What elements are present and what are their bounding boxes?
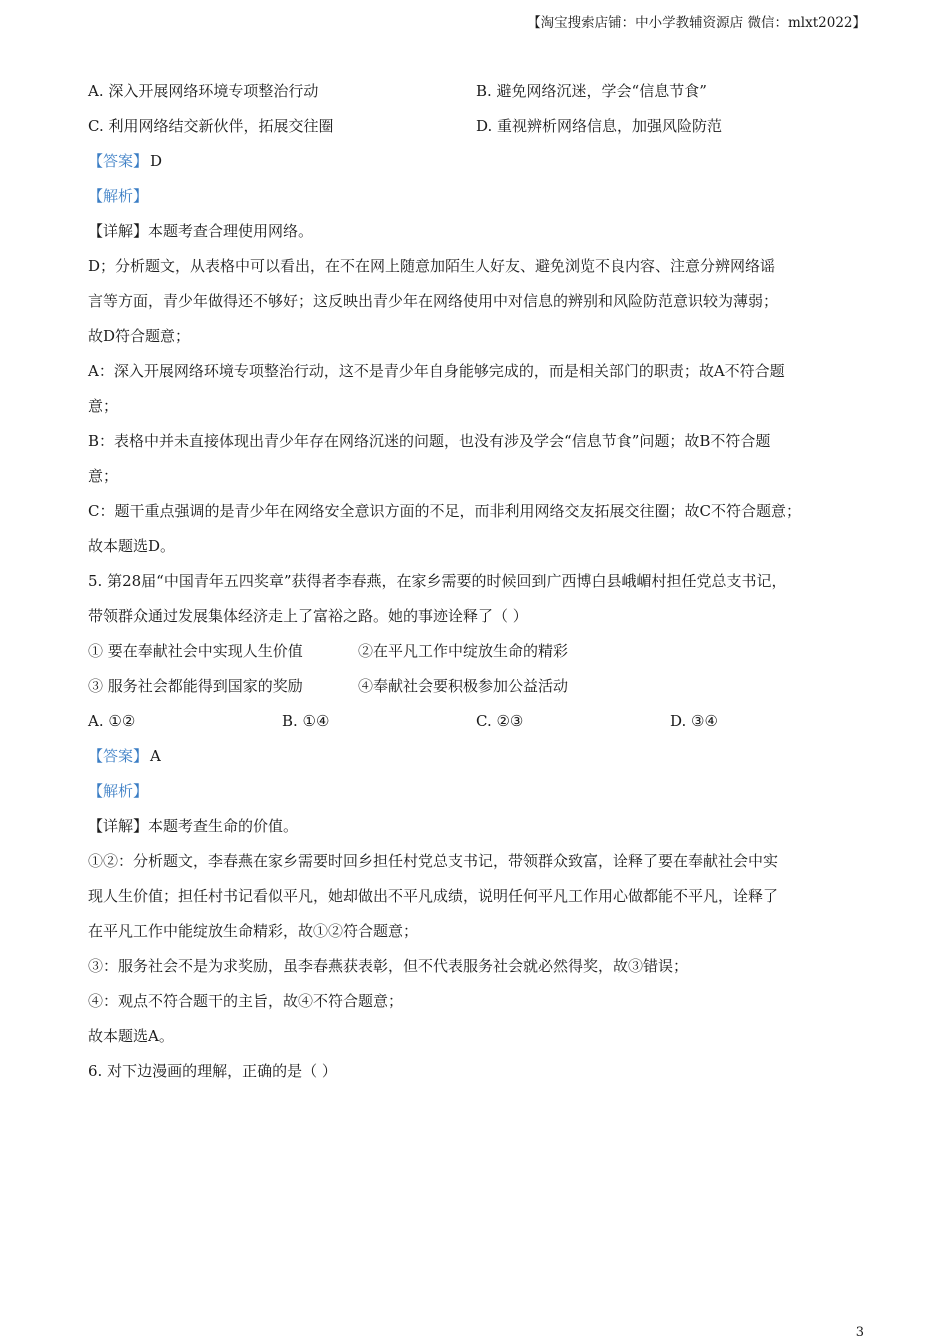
q4-option-a: A. 深入开展网络环境专项整治行动 [88, 82, 319, 100]
q4-analysis [88, 183, 878, 218]
q4-options-row-2 [88, 113, 878, 148]
q5-detail-line: 在平凡工作中能绽放生命精彩，故①②符合题意； [88, 922, 419, 940]
q5-option-d: D. ③④ [670, 712, 718, 730]
page-content [88, 78, 878, 1093]
q4-option-d: D. 重视辨析网络信息，加强风险防范 [476, 117, 723, 135]
q5-statement-4: ④奉献社会要积极参加公益活动 [358, 677, 569, 695]
q6-stem: 6. 对下边漫画的理解，正确的是（ ） [88, 1062, 337, 1080]
q5-option-a: A. ①② [88, 712, 136, 730]
q5-option-b: B. ①④ [282, 712, 330, 730]
q5-stem-line: 带领群众通过发展集体经济走上了富裕之路。她的事迹诠释了（ ） [88, 607, 528, 625]
q5-detail-line: ①②：分析题文，李春燕在家乡需要时回乡担任村党总支书记，带领群众致富，诠释了要在奉献社会中实 [88, 852, 779, 870]
q4-detail-line: D；分析题文，从表格中可以看出，在不在网上随意加陌生人好友、避免浏览不良内容、注意分辨网络谣 [88, 257, 776, 275]
q5-answer-value: A [150, 747, 161, 765]
q4-detail-line: B：表格中并未直接体现出青少年存在网络沉迷的问题，也没有涉及学会“信息节食”问题；故B不符合题 [88, 432, 771, 450]
q4-detail-line: 故本题选D。 [88, 537, 176, 555]
q5-detail-line: ③：服务社会不是为求奖励，虽李春燕获表彰，但不代表服务社会就必然得奖，故③错误； [88, 957, 689, 975]
q5-answer [88, 743, 878, 778]
q5-detail-line: 【详解】本题考查生命的价值。 [88, 817, 299, 835]
q4-detail-line: 意； [88, 397, 119, 415]
q5-stem-line: 5. 第28届“中国青年五四奖章”获得者李春燕，在家乡需要的时候回到广西博白县峨嵋村担任党总支书记， [88, 572, 787, 590]
q5-option-c: C. ②③ [476, 712, 524, 730]
q4-analysis-tag: 【解析】 [88, 187, 149, 205]
q4-answer [88, 148, 878, 183]
q5-statement-1: ① 要在奉献社会中实现人生价值 [88, 642, 303, 660]
q5-analysis [88, 778, 878, 813]
q5-detail-line: 现人生价值；担任村书记看似平凡，她却做出不平凡成绩，说明任何平凡工作用心做都能不平凡，诠释了 [88, 887, 779, 905]
q4-option-b: B. 避免网络沉迷，学会“信息节食” [476, 82, 707, 100]
q4-detail-line: A：深入开展网络环境专项整治行动，这不是青少年自身能够完成的，而是相关部门的职责；故A不符合题 [88, 362, 785, 380]
page-number: 3 [855, 1325, 864, 1340]
q5-detail-line: ④：观点不符合题干的主旨，故④不符合题意； [88, 992, 404, 1010]
q4-detail-line: 言等方面，青少年做得还不够好；这反映出青少年在网络使用中对信息的辨别和风险防范意识较为薄弱； [88, 292, 779, 310]
q4-detail-line: 【详解】本题考查合理使用网络。 [88, 222, 314, 240]
q4-detail-line: 故D符合题意； [88, 327, 191, 345]
q5-answer-tag: 【答案】 [88, 747, 149, 765]
q4-detail-line: 意； [88, 467, 119, 485]
q4-detail-line: C：题干重点强调的是青少年在网络安全意识方面的不足，而非利用网络交友拓展交往圈；故C不符合题意； [88, 502, 801, 520]
q4-answer-tag: 【答案】 [88, 152, 149, 170]
q5-detail-line: 故本题选A。 [88, 1027, 174, 1045]
q5-statement-3: ③ 服务社会都能得到国家的奖励 [88, 677, 303, 695]
q5-statement-2: ②在平凡工作中绽放生命的精彩 [358, 642, 569, 660]
q5-statements-row-2 [88, 673, 878, 708]
header-note: 【淘宝搜索店铺：中小学教辅资源店 微信：mlxt2022】 [527, 15, 866, 31]
q5-statements-row-1 [88, 638, 878, 673]
q4-options-row-1 [88, 78, 878, 113]
q4-answer-value: D [150, 152, 163, 170]
q5-options-row [88, 708, 878, 743]
q4-option-c: C. 利用网络结交新伙伴，拓展交往圈 [88, 117, 334, 135]
q5-analysis-tag: 【解析】 [88, 782, 149, 800]
